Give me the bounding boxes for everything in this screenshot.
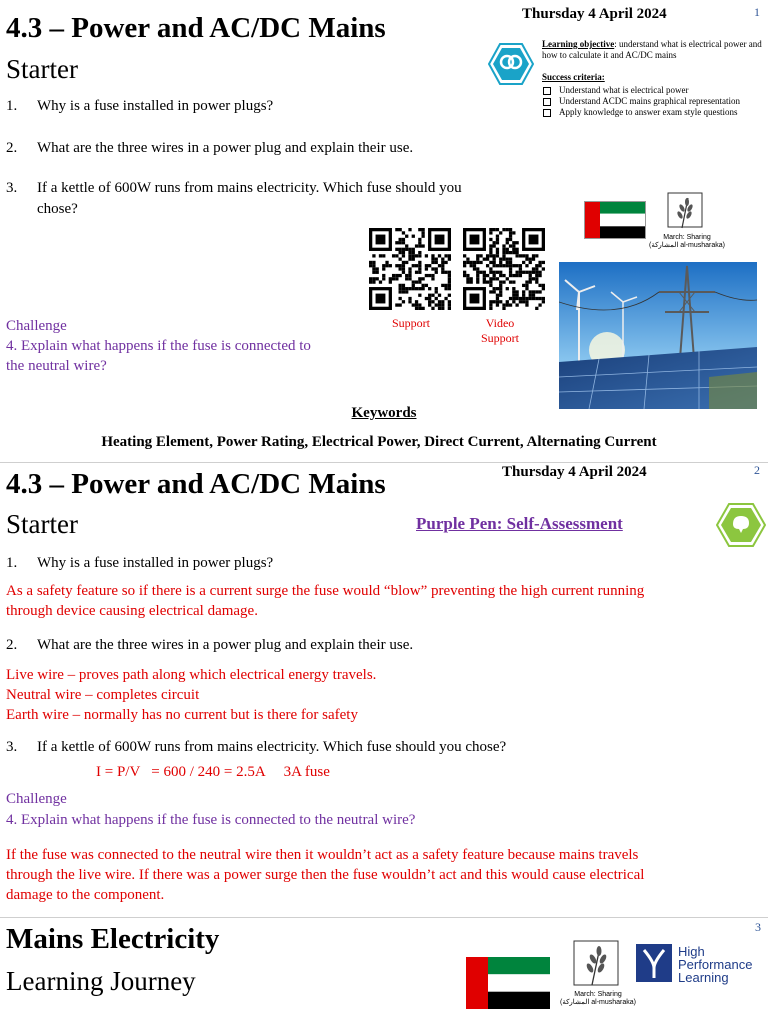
learning-objective-text: : understand what is electrical power and how to calculate it and AC/DC mains	[542, 39, 762, 60]
page-title: 4.3 – Power and AC/DC Mains	[6, 12, 386, 44]
qr-support-label: Support	[391, 316, 430, 330]
sharing-caption: March: Sharing (المشاركة al-musharaka)	[560, 991, 636, 1006]
date: Thursday 4 April 2024	[522, 6, 667, 22]
hpl-logo-text: High Performance Learning	[678, 944, 753, 985]
success-criteria-label: Success criteria:	[542, 72, 605, 82]
self-assessment-link[interactable]: Purple Pen: Self-Assessment	[416, 514, 623, 533]
qr-video-label: Video Support	[480, 316, 519, 345]
slide-1	[0, 0, 768, 462]
challenge-label: Challenge	[6, 791, 67, 807]
answer-2-earth: Earth wire – normally has no current but is there for safety	[6, 707, 358, 723]
slide-3	[0, 917, 768, 1024]
answer-4-continued: through the live wire. If there was a power surge then the fuse wouldn’t act and this would cause electrical	[6, 867, 645, 883]
answer-2-live: Live wire – proves path along which electrical energy travels.	[6, 667, 377, 683]
challenge-question-continued: the neutral wire?	[6, 358, 107, 374]
success-criteria-list	[543, 85, 740, 118]
page-number: 1	[754, 5, 760, 19]
qr-code-video-support[interactable]	[463, 228, 545, 310]
question-3: 3. If a kettle of 600W runs from mains electricity. Which fuse should you	[6, 180, 462, 196]
uae-flag-icon	[584, 201, 646, 239]
qr-code-support[interactable]	[369, 228, 451, 310]
question-1: 1. Why is a fuse installed in power plugs?	[6, 98, 274, 114]
page-title: 4.3 – Power and AC/DC Mains	[6, 468, 386, 500]
question-3: 3. If a kettle of 600W runs from mains electricity. Which fuse should you chose?	[6, 739, 507, 755]
page-number: 3	[755, 920, 761, 934]
success-criterion: Understand what is electrical power	[543, 85, 740, 96]
linking-hexagon-icon	[488, 42, 534, 86]
learning-objective-label: Learning objective	[542, 39, 615, 49]
success-criterion: Understand ACDC mains graphical representation	[543, 96, 740, 107]
question-2: 2. What are the three wires in a power plug and explain their use.	[6, 140, 414, 156]
question-3-continued: chose?	[37, 201, 78, 217]
learning-objective	[542, 39, 766, 61]
sharing-caption: March: Sharing (المشاركة al-musharaka)	[649, 234, 725, 249]
challenge-question: 4. Explain what happens if the fuse is connected to	[6, 338, 311, 354]
answer-2-neutral: Neutral wire – completes circuit	[6, 687, 200, 703]
hpl-logo-icon	[636, 944, 672, 982]
page-number: 2	[754, 463, 760, 477]
challenge-question: 4. Explain what happens if the fuse is connected to the neutral wire?	[6, 812, 416, 828]
answer-3: I = P/V = 600 / 240 = 2.5A 3A fuse	[96, 764, 330, 780]
answer-1-continued: through device causing electrical damage.	[6, 603, 258, 619]
page-subtitle: Starter	[6, 54, 78, 84]
slide-2	[0, 462, 768, 917]
wheat-sharing-icon	[568, 939, 620, 987]
question-2: 2. What are the three wires in a power plug and explain their use.	[6, 637, 414, 653]
date: Thursday 4 April 2024	[502, 464, 647, 480]
answer-4: If the fuse was connected to the neutral wire then it wouldn’t act as a safety feature because mains travels	[6, 847, 639, 863]
page-title: Mains Electricity	[6, 923, 220, 955]
answer-1: As a safety feature so if there is a current surge the fuse would “blow” preventing the high current running	[6, 583, 645, 599]
challenge-label: Challenge	[6, 318, 67, 334]
answer-4-end: damage to the component.	[6, 887, 165, 903]
success-criterion: Apply knowledge to answer exam style questions	[543, 107, 740, 118]
brain-hexagon-icon	[716, 502, 766, 548]
page-subtitle: Starter	[6, 509, 78, 539]
page-subtitle: Learning Journey	[6, 966, 196, 996]
keywords-list: Heating Element, Power Rating, Electrical Power, Direct Current, Alternating Current	[101, 434, 657, 450]
power-lines-solar-photo	[559, 262, 757, 409]
question-1: 1. Why is a fuse installed in power plugs?	[6, 555, 274, 571]
keywords-title: Keywords	[351, 405, 417, 421]
wheat-sharing-icon	[662, 192, 704, 230]
uae-flag-icon	[466, 957, 550, 1009]
